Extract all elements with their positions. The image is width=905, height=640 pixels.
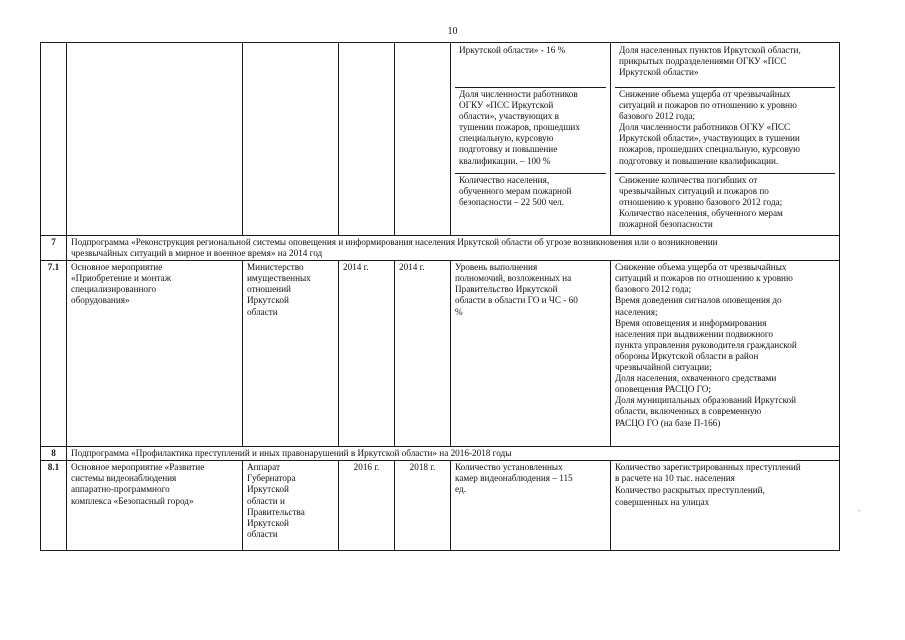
text-line: Губернатора <box>247 473 296 484</box>
text-line: оповещения РАСЦО ГО; <box>615 384 711 395</box>
text-line: Доля численности работников <box>459 89 578 99</box>
text-line: комплекса «Безопасный город» <box>71 495 194 506</box>
cell-result <box>611 461 840 551</box>
text-line: квалификации. – 100 % <box>459 155 551 166</box>
text-line: чрезвычайной ситуации; <box>615 362 712 373</box>
text-line: области <box>247 528 278 539</box>
cell-executor <box>243 261 339 447</box>
text-line: в расчете на 10 тыс. населения <box>615 473 735 484</box>
indicator-block <box>455 44 606 88</box>
cell-start: 2014 г. <box>339 261 395 447</box>
text-line: Количество населения, обученного мерам <box>619 208 783 219</box>
page-number: 10 <box>447 26 458 37</box>
text-line: обороны Иркутской области в район <box>615 350 759 361</box>
text-line: Снижение объема ущерба от чрезвычайных <box>615 262 787 273</box>
indicator-block <box>455 88 606 174</box>
text-line: Количество зарегистрированных преступлений <box>615 462 801 473</box>
table-row-continuation <box>41 43 840 236</box>
text-line: Уровень выполнения <box>455 262 538 273</box>
cell-indicator <box>451 461 611 551</box>
cell-end: 2014 г. <box>395 261 451 447</box>
cell-number: 7.1 <box>41 261 67 447</box>
text-line: области, включенных в современную <box>615 406 762 417</box>
text-line: Правительства <box>247 506 305 517</box>
text-line: Подпрограмма «Профилактика преступлений и иных правонарушений в Иркутской области» на 2016-2018 годы <box>71 448 512 459</box>
text-line: обученного мерам пожарной <box>459 186 572 197</box>
cell-indicator <box>451 261 611 447</box>
text-line: % <box>455 306 463 317</box>
text-line: Доля численности работников ОГКУ «ПСС <box>619 122 791 133</box>
cell-number: 7 <box>41 236 67 261</box>
text-line: Иркутской <box>247 517 289 528</box>
text-line: «Приобретение и монтаж <box>71 273 172 284</box>
cell-result <box>611 261 840 447</box>
text-line: Иркутской области», участвующих в тушении <box>619 133 800 144</box>
text-line: области», участвующих в <box>459 111 559 122</box>
text-line: Правительство Иркутской <box>455 284 558 295</box>
text-line: чрезвычайных ситуаций в мирное и военное время» на 2014 год <box>71 248 323 259</box>
text-line: аппаратно-программного <box>71 484 170 495</box>
text-line: области в области ГО и ЧС - 60 <box>455 295 578 306</box>
text-line: области <box>247 306 278 317</box>
stray-mark: - <box>858 506 861 515</box>
text-line: населения; <box>615 306 658 317</box>
text-line: Количество раскрытых преступлений, <box>615 485 765 496</box>
text-line: населения при выдвижении подвижного <box>615 328 773 339</box>
text-line: пункта управления руководителя гражданской <box>615 339 797 350</box>
text-line: отношению к уровню базового 2012 года; <box>619 197 783 208</box>
cell-activity <box>67 261 243 447</box>
text-line: имущественных <box>247 273 311 284</box>
text-line: Иркутской области» - 16 % <box>459 45 566 55</box>
text-line: Доля населения, охваченного средствами <box>615 373 777 384</box>
result-block <box>615 44 835 88</box>
text-line: пожарной безопасности <box>619 219 713 230</box>
cell-end <box>395 43 451 236</box>
text-line: базового 2012 года; <box>615 284 692 295</box>
subprogram-title <box>67 236 840 261</box>
result-block <box>615 88 835 174</box>
cell-start: 2016 г. <box>339 461 395 551</box>
text-line: Аппарат <box>247 462 280 473</box>
text-line: базового 2012 года; <box>619 111 696 122</box>
cell-executor <box>243 461 339 551</box>
cell-number: 8 <box>41 447 67 461</box>
text-line: Снижение объема ущерба от чрезвычайных <box>619 89 791 99</box>
text-line: РАСЦО ГО (на базе П-166) <box>615 417 721 428</box>
text-line: Основное мероприятие <box>71 262 163 273</box>
text-line: Министерство <box>247 262 304 273</box>
text-line: Иркутской области» <box>619 67 699 78</box>
text-line: пожаров, прошедших специальную, курсовую <box>619 144 800 155</box>
table-row-8-1 <box>41 461 840 551</box>
text-line: полномочий, возложенных на <box>455 273 572 284</box>
table-row-7-1 <box>41 261 840 447</box>
text-line: ситуаций и пожаров по отношению к уровню <box>615 273 793 284</box>
text-line: подготовку и повышение квалификации. <box>619 155 779 166</box>
text-line: ОГКУ «ПСС Иркутской <box>459 100 554 111</box>
text-line: отношений <box>247 284 291 295</box>
text-line: тушении пожаров, прошедших <box>459 122 580 133</box>
cell-end: 2018 г. <box>395 461 451 551</box>
text-line: Количество населения, <box>459 175 550 185</box>
cell-number <box>41 43 67 236</box>
text-line: совершенных на улицах <box>615 496 710 507</box>
cell-activity <box>67 461 243 551</box>
text-line: Подпрограмма «Реконструкция региональной системы оповещения и информирования населения Иркутской области об угрозе возникновения или о возникновении <box>71 237 718 247</box>
text-line: области и <box>247 495 285 506</box>
result-block <box>615 174 835 234</box>
text-line: прикрытых подразделениями ОГКУ «ПСС <box>619 56 787 67</box>
cell-results <box>611 43 840 236</box>
cell-number: 8.1 <box>41 461 67 551</box>
text-line: специальную, курсовую <box>459 133 554 144</box>
cell-start <box>339 43 395 236</box>
cell-activity <box>67 43 243 236</box>
text-line: оборудования» <box>71 295 130 306</box>
text-line: Основное мероприятие «Развитие <box>71 462 205 473</box>
cell-indicators <box>451 43 611 236</box>
text-line: безопасности – 22 500 чел. <box>459 197 565 208</box>
text-line: Доля населенных пунктов Иркутской области, <box>619 45 801 55</box>
indicator-block <box>455 174 606 234</box>
text-line: Количество установленных <box>455 462 563 473</box>
cell-executor <box>243 43 339 236</box>
text-line: чрезвычайных ситуаций и пожаров по <box>619 186 769 197</box>
text-line: Иркутской <box>247 484 289 495</box>
subprogram-title <box>67 447 840 461</box>
text-line: специализированного <box>71 284 157 295</box>
text-line: системы видеонаблюдения <box>71 473 177 484</box>
table-row-subprogram-7 <box>41 236 840 261</box>
text-line: ситуаций и пожаров по отношению к уровню <box>619 100 797 111</box>
text-line: Время оповещения и информирования <box>615 317 767 328</box>
table-row-subprogram-8 <box>41 447 840 461</box>
text-line: Снижение количества погибших от <box>619 175 758 185</box>
text-line: Доля муниципальных образований Иркутской <box>615 395 797 406</box>
program-table <box>40 42 840 551</box>
text-line: подготовку и повышение <box>459 144 558 155</box>
text-line: Иркутской <box>247 295 289 306</box>
text-line: Время доведения сигналов оповещения до <box>615 295 782 306</box>
text-line: камер видеонаблюдения – 115 <box>455 473 573 484</box>
text-line: ед. <box>455 484 466 495</box>
